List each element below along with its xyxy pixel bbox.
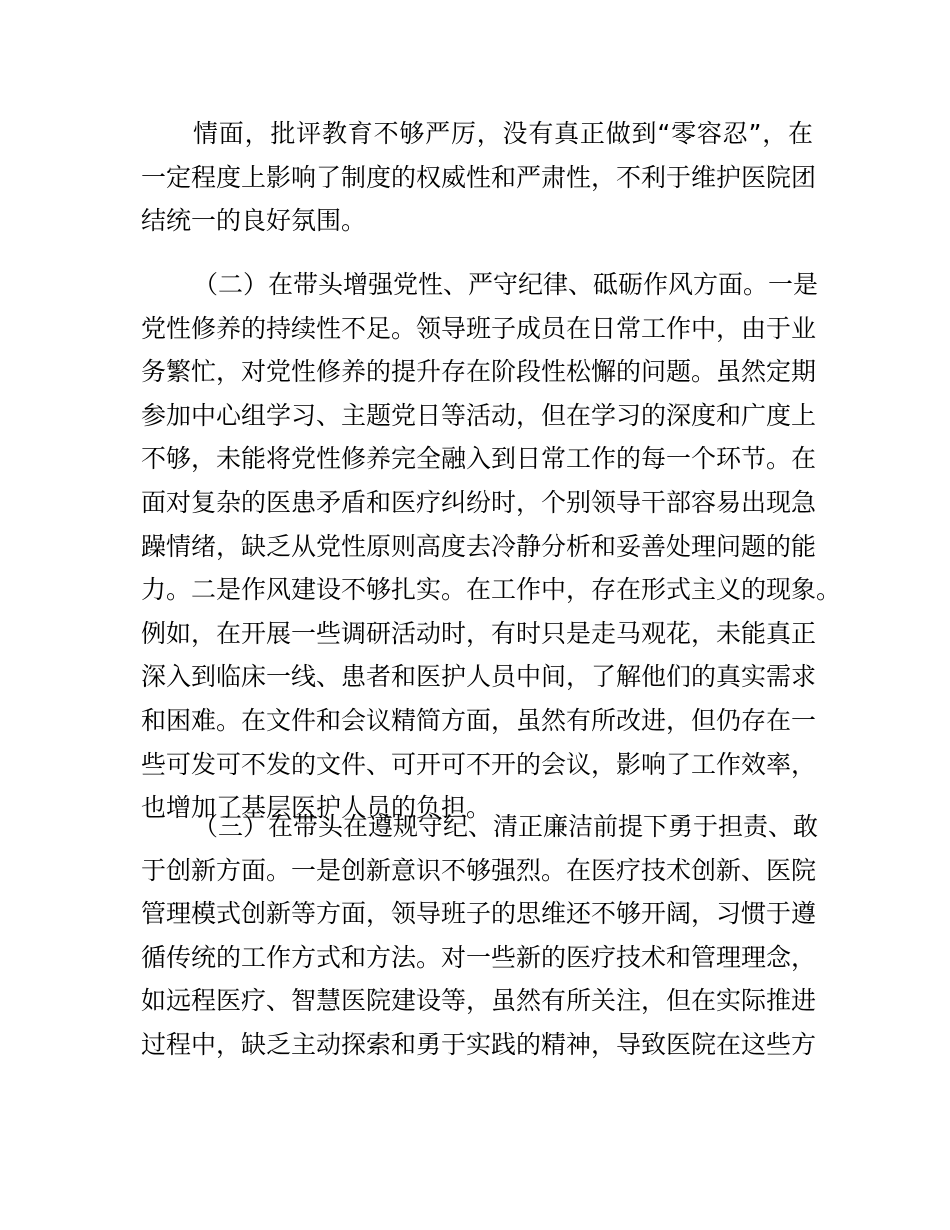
text-line: 结统一的良好氛围。 (141, 206, 367, 236)
paragraph-continuation (141, 112, 817, 243)
text-line: 些可发可不发的文件、可开可不开的会议，影响了工作效率， (141, 749, 817, 779)
paragraph-section-three (141, 805, 819, 1067)
text-line: 管理模式创新等方面，领导班子的思维还不够开阔，习惯于遵 (141, 899, 817, 929)
paragraph-section-two (141, 263, 842, 830)
text-line: 力。二是作风建设不够扎实。在工作中，存在形式主义的现象。 (141, 575, 842, 605)
text-line: 也增加了基层医护人员的负担。 (141, 793, 492, 823)
text-line: 深入到临床一线、患者和医护人员中间，了解他们的真实需求 (141, 662, 817, 692)
text-line: 和困难。在文件和会议精简方面，虽然有所改进，但仍存在一 (141, 705, 817, 735)
text-line: 不够，未能将党性修养完全融入到日常工作的每一个环节。在 (141, 444, 817, 474)
text-line: 面对复杂的医患矛盾和医疗纠纷时，个别领导干部容易出现急 (141, 487, 817, 517)
text-line: 循传统的工作方式和方法。对一些新的医疗技术和管理理念， (141, 942, 817, 972)
section-heading-line: （三）在带头在遵规守纪、清正廉洁前提下勇于担责、敢 (193, 812, 819, 841)
text-line: 情面，批评教育不够严厉，没有真正做到“零容忍”，在 (193, 119, 813, 148)
text-line: 参加中心组学习、主题党日等活动，但在学习的深度和广度上 (141, 400, 817, 430)
text-line: 过程中，缺乏主动探索和勇于实践的精神，导致医院在这些方 (141, 1029, 817, 1059)
text-line: 务繁忙，对党性修养的提升存在阶段性松懈的问题。虽然定期 (141, 357, 817, 387)
text-line: 于创新方面。一是创新意识不够强烈。在医疗技术创新、医院 (141, 855, 817, 885)
text-line: 一定程度上影响了制度的权威性和严肃性，不利于维护医院团 (141, 162, 817, 192)
text-line: 躁情绪，缺乏从党性原则高度去冷静分析和妥善处理问题的能 (141, 531, 817, 561)
text-line: 如远程医疗、智慧医院建设等，虽然有所关注，但在实际推进 (141, 986, 817, 1016)
text-line: 党性修养的持续性不足。领导班子成员在日常工作中，由于业 (141, 313, 817, 343)
text-line: 例如，在开展一些调研活动时，有时只是走马观花，未能真正 (141, 618, 817, 648)
section-heading-line: （二）在带头增强党性、严守纪律、砥砺作风方面。一是 (193, 270, 819, 299)
